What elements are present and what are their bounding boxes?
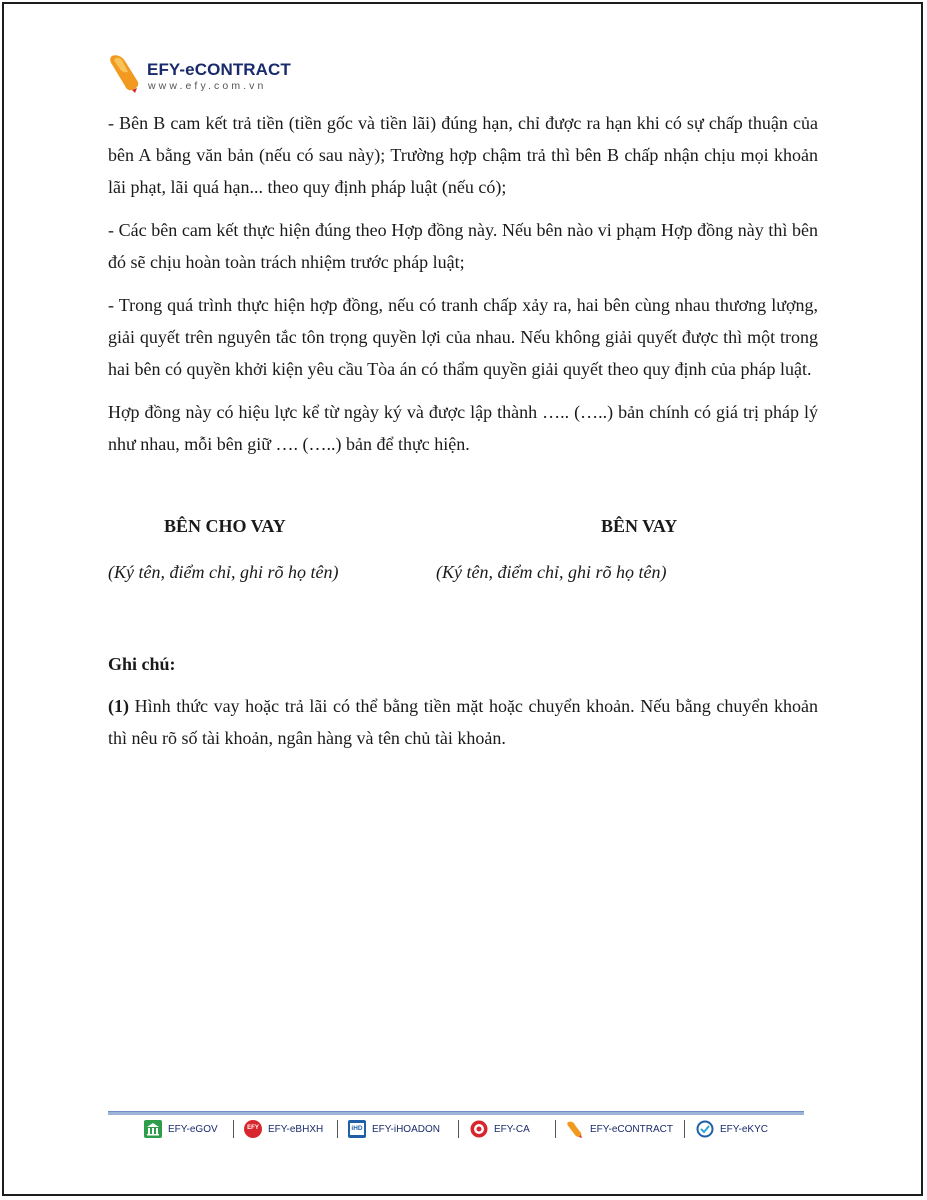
ca-seal-icon <box>470 1120 488 1138</box>
footer-separator <box>337 1120 338 1138</box>
contract-clauses <box>108 107 818 460</box>
government-building-icon <box>144 1120 162 1138</box>
notes-section <box>108 648 818 754</box>
clause-validity: Hợp đồng này có hiệu lực kể từ ngày ký và được lập thành ….. (…..) bản chính có giá trị pháp lý như nhau, mỗi bên giữ …. (…..) bản để thực hiện. <box>108 402 818 454</box>
note-item-1 <box>108 690 818 754</box>
footer-item-econtract[interactable] <box>566 1119 673 1139</box>
clause-compliance: - Các bên cam kết thực hiện đúng theo Hợp đồng này. Nếu bên nào vi phạm Hợp đồng này thì bên đó sẽ chịu hoàn toàn trách nhiệm trước pháp luật; <box>108 220 818 272</box>
brand-name: EFY-eCONTRACT <box>147 60 291 79</box>
footer-label-ekyc: EFY-eKYC <box>720 1123 768 1135</box>
pen-logo-icon <box>566 1120 584 1138</box>
clause-disputes: - Trong quá trình thực hiện hợp đồng, nếu có tranh chấp xảy ra, hai bên cùng nhau thương lượng, giải quyết trên nguyên tắc tôn trọng quyền lợi của nhau. Nếu không giải quyết được thì một trong hai bên có quyền khởi kiện yêu cầu Tòa án có thẩm quyền giải quyết theo quy định của pháp luật. <box>108 295 818 379</box>
footer-separator <box>555 1120 556 1138</box>
notes-heading: Ghi chú: <box>108 654 176 674</box>
footer-label-ihoadon: EFY-iHOADON <box>372 1123 440 1135</box>
footer-separator <box>684 1120 685 1138</box>
footer-label-econtract: EFY-eCONTRACT <box>590 1123 673 1135</box>
lender-sign-note: (Ký tên, điểm chỉ, ghi rõ họ tên) <box>108 562 339 582</box>
footer-item-ebhxh[interactable] <box>244 1119 323 1139</box>
borrower-sign-note: (Ký tên, điểm chỉ, ghi rõ họ tên) <box>436 562 667 582</box>
footer-item-egov[interactable] <box>144 1119 218 1139</box>
kyc-check-icon <box>696 1120 714 1138</box>
footer-separator <box>233 1120 234 1138</box>
pen-logo-icon <box>108 52 142 94</box>
ihd-badge-text: iHD <box>351 1125 363 1132</box>
footer-separator <box>458 1120 459 1138</box>
footer-item-ca[interactable] <box>470 1119 530 1139</box>
note-marker: (1) <box>108 696 129 716</box>
footer-label-ca: EFY-CA <box>494 1123 530 1135</box>
borrower-title: BÊN VAY <box>601 516 678 536</box>
note-text: Hình thức vay hoặc trả lãi có thể bằng tiền mặt hoặc chuyển khoản. Nếu bằng chuyển khoản thì nêu rõ số tài khoản, ngân hàng và tên chủ tài khoản. <box>108 696 818 748</box>
brand-url: www.efy.com.vn <box>148 80 267 92</box>
footer-label-ebhxh: EFY-eBHXH <box>268 1123 324 1135</box>
footer-item-ihoadon[interactable] <box>348 1119 440 1139</box>
footer-item-ekyc[interactable] <box>696 1119 768 1139</box>
efy-badge-icon <box>244 1120 262 1138</box>
lender-title: BÊN CHO VAY <box>164 516 286 536</box>
efy-badge-text: EFY <box>247 1125 259 1131</box>
clause-repayment: - Bên B cam kết trả tiền (tiền gốc và tiền lãi) đúng hạn, chỉ được ra hạn khi có sự chấp thuận của bên A bằng văn bản (nếu có sau này); Trường hợp chậm trả thì bên B chấp nhận chịu mọi khoản lãi phạt, lãi quá hạn... theo quy định pháp luật (nếu có); <box>108 113 818 197</box>
ihd-badge-icon <box>348 1120 366 1138</box>
footer-label-egov: EFY-eGOV <box>168 1123 218 1135</box>
footer-product-bar <box>108 1117 804 1141</box>
footer-rule <box>108 1111 804 1115</box>
